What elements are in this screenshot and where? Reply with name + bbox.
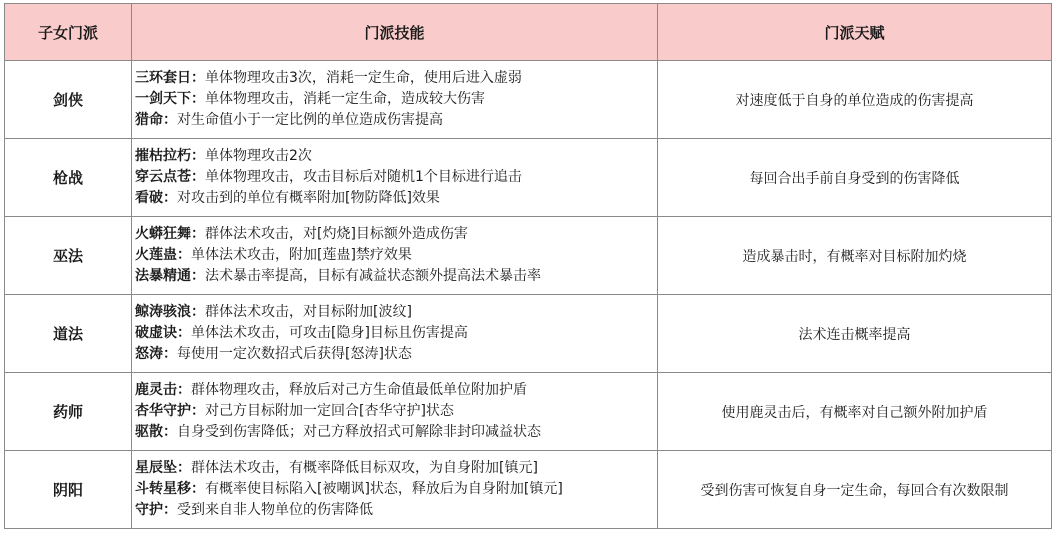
faction-table	[4, 3, 1052, 529]
talent-cell: 使用鹿灵击后，有概率对自己额外附加护盾	[658, 373, 1052, 451]
skill-name: 一剑天下：	[135, 91, 205, 107]
skill-line	[135, 224, 657, 245]
skill-description: 单体物理攻击3次，消耗一定生命，使用后进入虚弱	[205, 70, 522, 86]
skills-cell	[132, 217, 658, 295]
skill-description: 群体法术攻击，对目标附加[波纹]	[205, 304, 412, 320]
skill-name: 穿云点苍：	[135, 169, 205, 185]
faction-name: 药师	[5, 373, 132, 451]
skills-cell	[132, 139, 658, 217]
skill-line	[135, 302, 657, 323]
skill-line	[135, 68, 657, 89]
skill-description: 单体物理攻击2次	[205, 148, 312, 164]
skill-description: 群体法术攻击，对[灼烧]目标额外造成伤害	[205, 226, 468, 242]
talent-cell: 法术连击概率提高	[658, 295, 1052, 373]
table-row	[5, 373, 1052, 451]
skill-name: 火莲蛊：	[135, 247, 191, 263]
skill-name: 法暴精通：	[135, 268, 205, 284]
table-row	[5, 61, 1052, 139]
skill-name: 斗转星移：	[135, 481, 205, 497]
header-skills: 门派技能	[132, 4, 658, 61]
faction-name: 巫法	[5, 217, 132, 295]
skills-cell	[132, 373, 658, 451]
skills-cell	[132, 61, 658, 139]
skill-description: 对攻击到的单位有概率附加[物防降低]效果	[177, 190, 440, 206]
skill-description: 单体法术攻击，可攻击[隐身]目标且伤害提高	[191, 325, 468, 341]
skill-description: 对己方目标附加一定回合[杏华守护]状态	[205, 403, 454, 419]
skill-line	[135, 110, 657, 131]
skill-line	[135, 89, 657, 110]
header-faction: 子女门派	[5, 4, 132, 61]
skill-line	[135, 245, 657, 266]
skill-name: 杏华守护：	[135, 403, 205, 419]
skill-description: 自身受到伤害降低；对己方释放招式可解除非封印减益状态	[177, 424, 541, 440]
faction-name: 剑侠	[5, 61, 132, 139]
skill-name: 鲸涛骇浪：	[135, 304, 205, 320]
skill-description: 有概率使目标陷入[被嘲讽]状态，释放后为自身附加[镇元]	[205, 481, 563, 497]
skill-line	[135, 500, 657, 521]
skill-line	[135, 380, 657, 401]
skill-line	[135, 344, 657, 365]
header-row	[5, 4, 1052, 61]
skill-name: 驱散：	[135, 424, 177, 440]
faction-name: 阴阳	[5, 451, 132, 529]
skill-name: 火蟒狂舞：	[135, 226, 205, 242]
skill-name: 鹿灵击：	[135, 382, 191, 398]
skill-name: 星辰坠：	[135, 460, 191, 476]
talent-cell: 造成暴击时，有概率对目标附加灼烧	[658, 217, 1052, 295]
skill-line	[135, 479, 657, 500]
table-row	[5, 139, 1052, 217]
skill-description: 法术暴击率提高，目标有减益状态额外提高法术暴击率	[205, 268, 541, 284]
skill-name: 破虚诀：	[135, 325, 191, 341]
faction-name: 道法	[5, 295, 132, 373]
skill-description: 对生命值小于一定比例的单位造成伤害提高	[177, 112, 443, 128]
skill-line	[135, 167, 657, 188]
skill-name: 怒涛：	[135, 346, 177, 362]
talent-cell: 每回合出手前自身受到的伤害降低	[658, 139, 1052, 217]
skill-name: 守护：	[135, 502, 177, 518]
skill-line	[135, 323, 657, 344]
skill-description: 群体物理攻击，释放后对己方生命值最低单位附加护盾	[191, 382, 527, 398]
skill-description: 受到来自非人物单位的伤害降低	[177, 502, 373, 518]
skill-line	[135, 422, 657, 443]
skill-line	[135, 266, 657, 287]
table-row	[5, 295, 1052, 373]
talent-cell: 对速度低于自身的单位造成的伤害提高	[658, 61, 1052, 139]
skill-description: 单体法术攻击，附加[莲蛊]禁疗效果	[191, 247, 412, 263]
skills-cell	[132, 295, 658, 373]
skill-name: 摧枯拉朽：	[135, 148, 205, 164]
skill-line	[135, 401, 657, 422]
skills-cell	[132, 451, 658, 529]
skill-description: 群体法术攻击，有概率降低目标双攻，为自身附加[镇元]	[191, 460, 538, 476]
skill-line	[135, 458, 657, 479]
skill-name: 三环套日：	[135, 70, 205, 86]
table-row	[5, 451, 1052, 529]
skill-description: 单体物理攻击，消耗一定生命，造成较大伤害	[205, 91, 485, 107]
skill-description: 每使用一定次数招式后获得[怒涛]状态	[177, 346, 412, 362]
faction-name: 枪战	[5, 139, 132, 217]
skill-name: 猎命：	[135, 112, 177, 128]
skill-name: 看破：	[135, 190, 177, 206]
table-row	[5, 217, 1052, 295]
skill-line	[135, 188, 657, 209]
skill-line	[135, 146, 657, 167]
header-talent: 门派天赋	[658, 4, 1052, 61]
talent-cell: 受到伤害可恢复自身一定生命，每回合有次数限制	[658, 451, 1052, 529]
skill-description: 单体物理攻击，攻击目标后对随机1个目标进行追击	[205, 169, 522, 185]
